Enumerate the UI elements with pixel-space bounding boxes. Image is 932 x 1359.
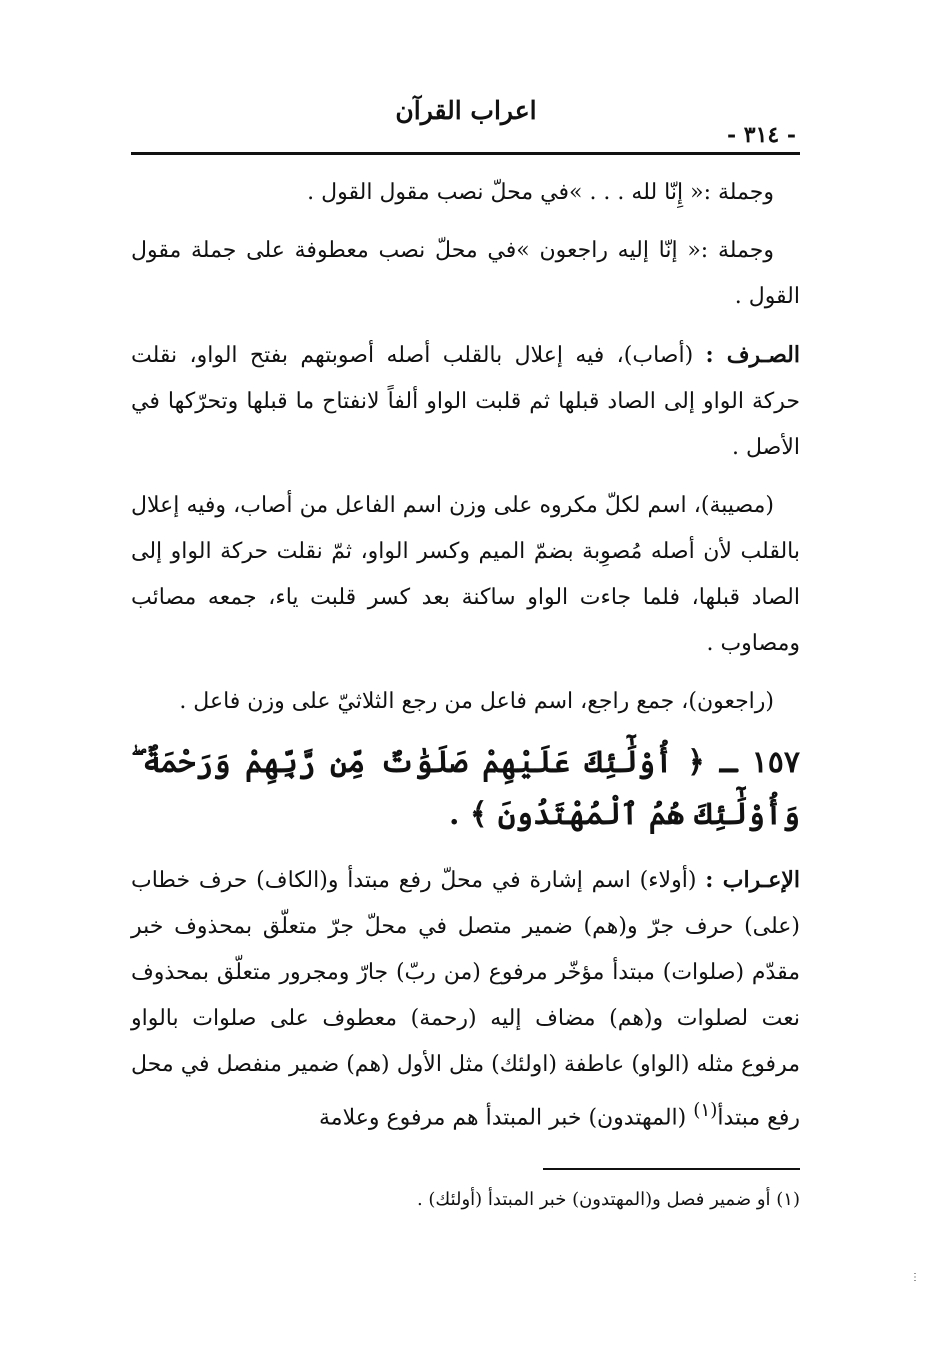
paragraph-rajiun: (راجعون)، جمع راجع، اسم فاعل من رجع الثلاثيّ على وزن فاعل . [179,689,774,714]
irab-tail: (المهتدون) خبر المبتدأ هم مرفوع وعلامة [319,1105,694,1131]
sarf-label: الصـرف : [705,342,800,368]
paragraph-sarf [131,332,800,471]
paragraph-musiba: (مصيبة)، اسم لكلّ مكروه على وزن اسم الفاعل من أصاب، وفيه إعلال بالقلب لأن أصله مُصوِبة بضمّ الميم وكسر الواو، ثمّ نقلت حركة الواو إلى الصاد قبلها، فلما جاءت الواو ساكنة بعد كسر قلبت ياء، جمعه مصائب ومصاوب . [131,493,800,656]
header-rule [131,152,800,155]
paragraph-jumla-1: وجملة :« إِنّا لله . . . »في محلّ نصب مقول القول . [307,180,774,205]
page-number: - ٣١٤ - [726,122,796,148]
footnote-marker: (١) [693,1100,718,1121]
sarf-text: (أصاب)، فيه إعلال بالقلب أصله أصوبتهم بفتح الواو، نقلت حركة الواو إلى الصاد قبلها ثم قلبت الواو ألفاً لانفتاح ما قبلها وتحرّكها في الأصل . [131,343,800,460]
irab-text: (أولاء) اسم إشارة في محلّ رفع مبتدأ و(الكاف) حرف خطاب (على) حرف جرّ و(هم) ضمير متصل في محلّ جرّ متعلّق بمحذوف خبر مقدّم (صلوات) مبتدأ مؤخّر مرفوع (من ربّ) جارّ ومجرور متعلّق بمحذوف نعت لصلوات و(هم) مضاف إليه (رحمة) معطوف على صلوات بالواو مرفوع مثله (الواو) عاطفة (اولئك) مثل الأول (هم) ضمير منفصل في محل رفع مبتدأ [131,868,801,1131]
verse-number: ١٥٧ ـ [719,745,800,780]
paragraph-jumla-2: وجملة :« إنّا إليه راجعون »في محلّ نصب معطوفة على جملة مقول القول . [131,238,800,309]
verse-text: ﴿ أُوْلَٰٓئِكَ عَلَيْهِمْ صَلَوَٰتٌ مِّن رَّبِّهِمْ وَرَحْمَةٌ ۖ وَأُوْلَٰٓئِكَ هُمُ ٱلْمُهْتَدُونَ ﴾ . [131,745,800,832]
paragraph-irab [131,857,800,1141]
running-head-title: اعراب القرآن [395,96,537,125]
quran-verse [131,737,800,841]
page-body [131,170,800,1153]
footnote-rule [543,1168,800,1170]
scan-speck: ⋮ [910,1272,920,1283]
footnote: (١) أو ضمير فصل و(المهتدون) خبر المبتدأ (أولئك) . [416,1189,800,1210]
irab-label: الإعـراب : [705,867,800,893]
